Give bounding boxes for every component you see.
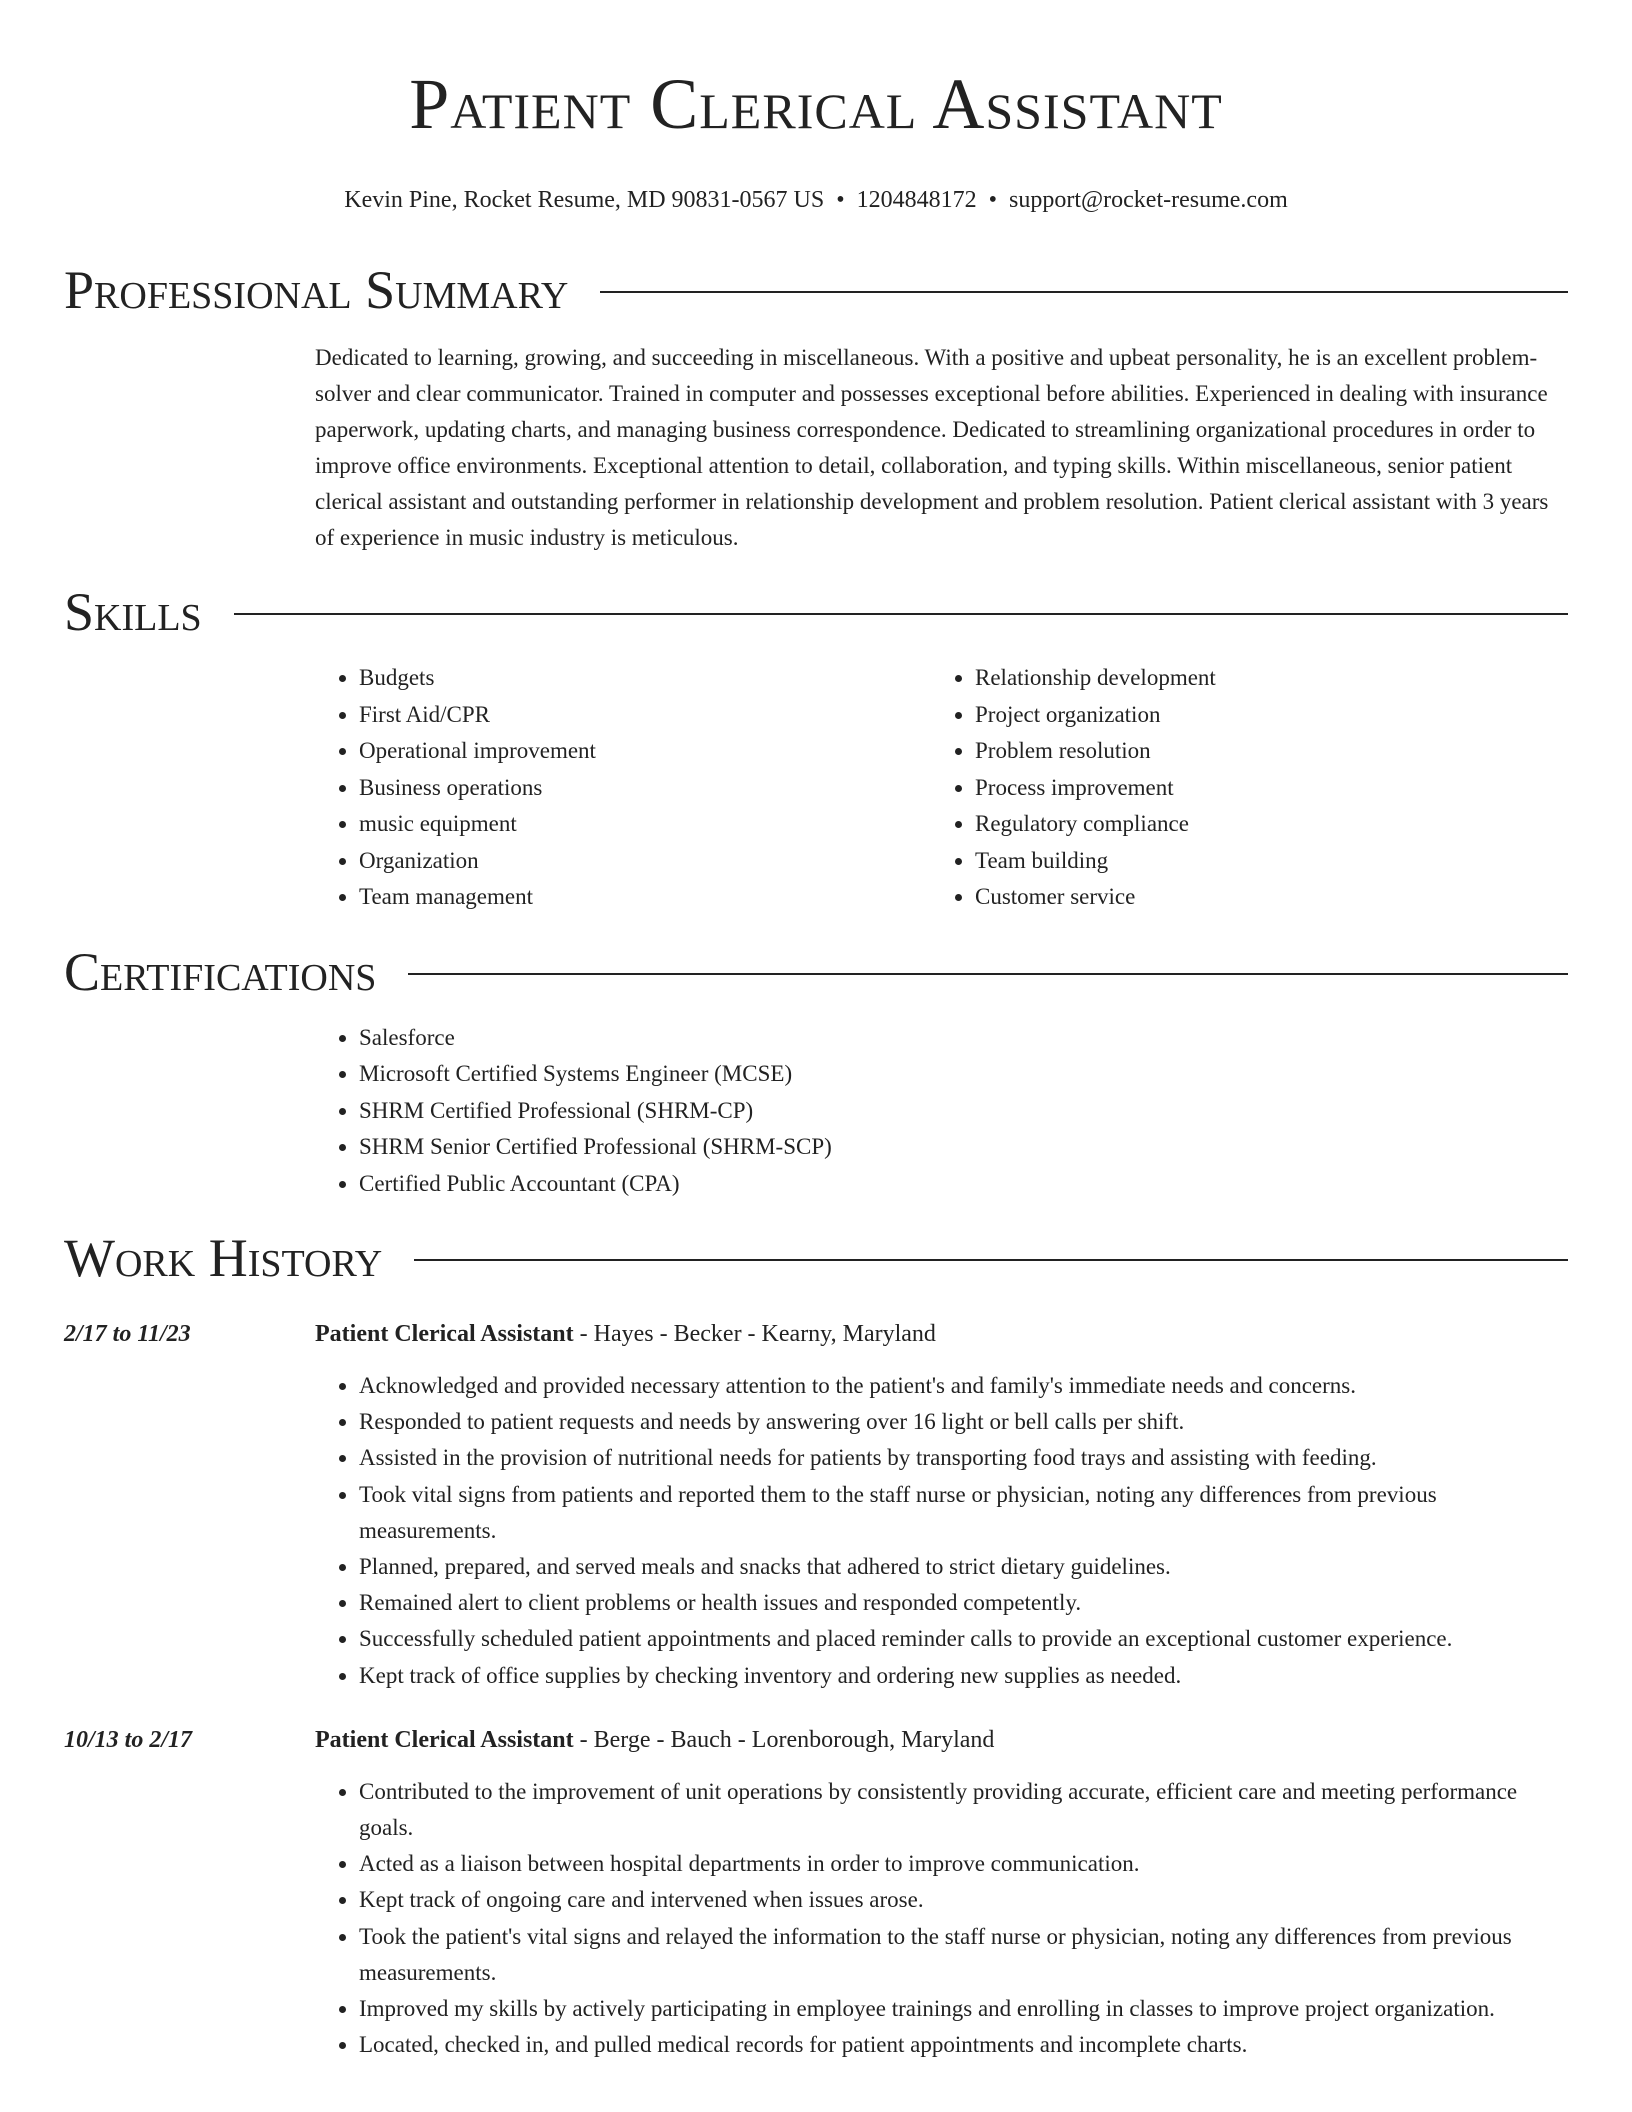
skill-item: • Organization	[359, 843, 931, 880]
certification-item: • Certified Public Accountant (CPA)	[359, 1166, 1568, 1203]
job-bullet: • Contributed to the improvement of unit operations by consistently providing accurate, efficient care and meeting performance goals.	[359, 1774, 1568, 1846]
job-bullet: • Improved my skills by actively participating in employee trainings and enrolling in classes to improve project organization.	[359, 1991, 1568, 2027]
job-bullet: • Kept track of office supplies by checking inventory and ordering new supplies as needed.	[359, 1658, 1568, 1694]
skill-item: • Team building	[975, 843, 1547, 880]
work-heading: Work History	[64, 1228, 383, 1288]
job-employer: - Hayes - Becker - Kearny, Maryland	[573, 1321, 936, 1347]
page-title: Patient Clerical Assistant	[409, 64, 1223, 144]
skill-item: • Business operations	[359, 770, 931, 807]
skill-item: • music equipment	[359, 806, 931, 843]
job-bullet: • Planned, prepared, and served meals and snacks that adhered to strict dietary guidelines.	[359, 1549, 1568, 1585]
job-bullet: • Remained alert to client problems or health issues and responded competently.	[359, 1585, 1568, 1621]
skill-item: • Budgets	[359, 660, 931, 697]
job-title-line	[315, 1722, 1568, 1758]
section-divider	[234, 613, 1568, 615]
summary-heading: Professional Summary	[64, 260, 569, 320]
certification-item: • Salesforce	[359, 1020, 1568, 1057]
section-divider	[414, 1259, 1568, 1261]
job-bullet: • Successfully scheduled patient appointments and placed reminder calls to provide an exceptional customer experience.	[359, 1621, 1568, 1657]
job-bullets	[315, 1774, 1568, 2064]
certifications-heading: Certifications	[64, 941, 377, 1002]
job-bullet: • Kept track of ongoing care and intervened when issues arose.	[359, 1882, 1568, 1918]
skill-item: • Customer service	[975, 879, 1547, 916]
certifications-body	[315, 1020, 1568, 1203]
skills-section-header	[64, 582, 1568, 642]
job-role: Patient Clerical Assistant	[315, 1726, 574, 1753]
contact-line	[64, 184, 1568, 216]
job-details	[315, 1722, 1568, 2064]
job-bullet: • Acknowledged and provided necessary attention to the patient's and family's immediate needs and concerns.	[359, 1368, 1568, 1404]
skill-item: • First Aid/CPR	[359, 697, 931, 734]
job-bullet: • Acted as a liaison between hospital departments in order to improve communication.	[359, 1846, 1568, 1882]
skills-list-right	[931, 660, 1547, 916]
work-section-header	[64, 1228, 1568, 1288]
certification-item: • SHRM Senior Certified Professional (SHRM-SCP)	[359, 1129, 1568, 1166]
skill-item: • Relationship development	[975, 660, 1547, 697]
skill-item: • Team management	[359, 879, 931, 916]
job-bullet: • Responded to patient requests and needs by answering over 16 light or bell calls per shift.	[359, 1404, 1568, 1440]
job-employer: - Berge - Bauch - Lorenborough, Maryland	[573, 1726, 995, 1753]
job-bullets	[315, 1368, 1568, 1694]
contact-separator: •	[836, 187, 845, 213]
contact-address: Kevin Pine, Rocket Resume, MD 90831-0567 US	[344, 187, 825, 213]
certification-item: • Microsoft Certified Systems Engineer (MCSE)	[359, 1056, 1568, 1093]
job-dates: 2/17 to 11/23	[64, 1321, 191, 1347]
skill-item: • Regulatory compliance	[975, 806, 1547, 843]
job-title-line	[315, 1316, 1568, 1352]
skills-heading: Skills	[64, 582, 202, 642]
skill-item: • Problem resolution	[975, 733, 1547, 770]
job-role: Patient Clerical Assistant	[315, 1321, 574, 1347]
job-bullet: • Took vital signs from patients and reported them to the staff nurse or physician, noting any differences from previous measurements.	[359, 1477, 1568, 1549]
section-divider	[408, 973, 1568, 975]
job-details	[315, 1316, 1568, 1694]
job-bullet: • Assisted in the provision of nutritional needs for patients by transporting food trays and assisting with feeding.	[359, 1440, 1568, 1476]
skills-list-left	[315, 660, 931, 916]
contact-phone: 1204848172	[856, 187, 977, 213]
job-entry	[64, 1722, 1568, 2064]
certifications-list	[315, 1020, 1568, 1203]
job-bullet: • Took the patient's vital signs and relayed the information to the staff nurse or physician, noting any differences from previous measurements.	[359, 1919, 1568, 1991]
work-history-list	[64, 1316, 1568, 2063]
skill-item: • Project organization	[975, 697, 1547, 734]
section-divider	[600, 291, 1568, 293]
certification-item: • SHRM Certified Professional (SHRM-CP)	[359, 1093, 1568, 1130]
contact-email: support@rocket-resume.com	[1009, 187, 1288, 213]
contact-separator: •	[988, 187, 998, 213]
summary-text: Dedicated to learning, growing, and succeeding in miscellaneous. With a positive and upbeat personality, he is an excellent problem-solver and clear communicator. Trained in computer and possesses exceptional before abilities. Experienced in dealing with insurance paperwork, updating charts, and managing business correspondence. Dedicated to streamlining organizational procedures in order to improve office environments. Exceptional attention to detail, collaboration, and typing skills. Within miscellaneous, senior patient clerical assistant and outstanding performer in relationship development and problem resolution. Patient clerical assistant with 3 years of experience in music industry is meticulous.	[315, 345, 1549, 550]
certifications-section-header	[64, 942, 1568, 1002]
skill-item: • Operational improvement	[359, 733, 931, 770]
job-dates: 10/13 to 2/17	[64, 1726, 193, 1753]
skills-columns	[315, 660, 1568, 916]
summary-section-header	[64, 260, 1568, 320]
job-bullet: • Located, checked in, and pulled medical records for patient appointments and incomplete charts.	[359, 2027, 1568, 2063]
skill-item: • Process improvement	[975, 770, 1547, 807]
job-entry	[64, 1316, 1568, 1694]
